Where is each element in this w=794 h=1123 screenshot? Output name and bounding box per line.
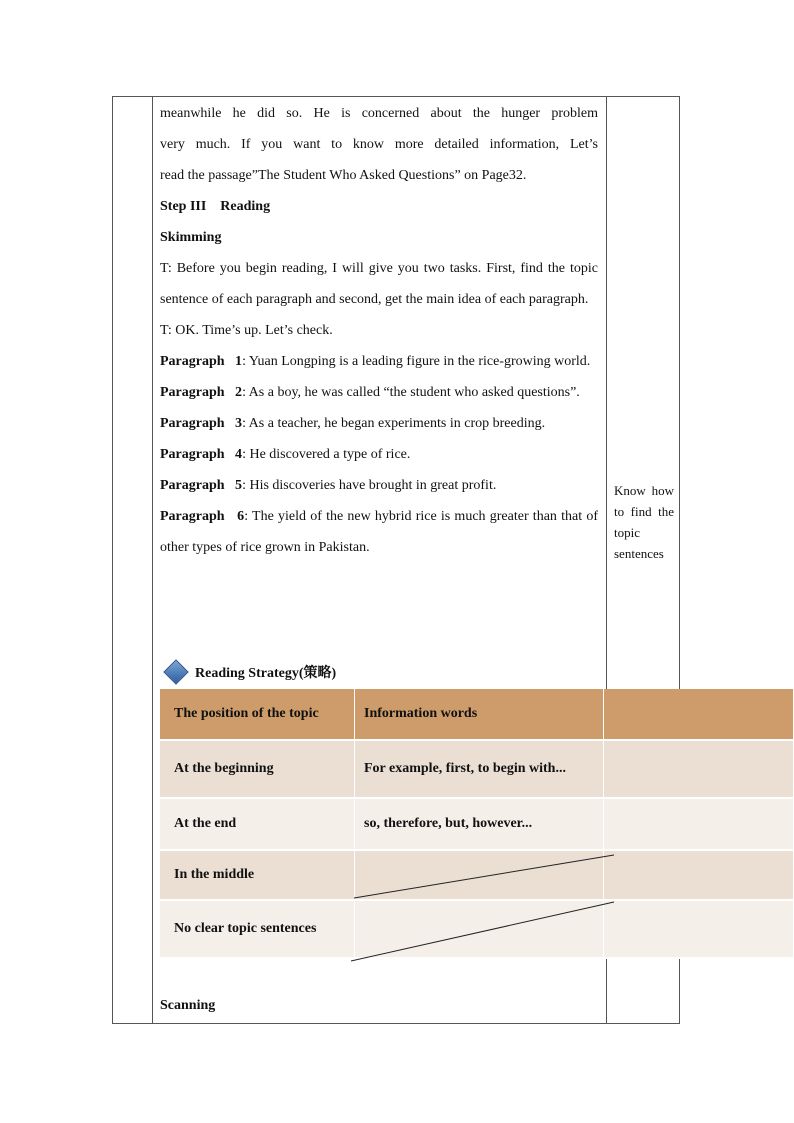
header-position: The position of the topic — [160, 689, 355, 740]
row-words: so, therefore, but, however... — [355, 798, 604, 850]
side-note: Know how to find the topic sentences — [614, 483, 674, 561]
paragraph-label: Paragraph 6 — [160, 509, 245, 524]
row-position: In the middle — [160, 850, 355, 900]
scanning-heading: Scanning — [160, 998, 216, 1013]
row-position: At the end — [160, 798, 355, 850]
paragraph-text: : His discoveries have brought in great profit. — [242, 478, 497, 493]
intro-line-1: meanwhile he did so. He is concerned about the hunger problem — [160, 106, 598, 121]
strike-line-middle-row — [354, 855, 614, 898]
step-heading: Step III Reading — [160, 199, 271, 214]
paragraph-label: Paragraph 5 — [160, 478, 243, 493]
check-text: T: OK. Time’s up. Let’s check. — [160, 323, 333, 338]
intro-line-3: read the passage”The Student Who Asked Questions” on Page32. — [160, 168, 527, 183]
row-position: No clear topic sentences — [160, 900, 355, 958]
row-words: For example, first, to begin with... — [355, 740, 604, 798]
paragraph-text: : As a teacher, he began experiments in crop breeding. — [242, 416, 546, 431]
task-text: T: Before you begin reading, I will give you two tasks. First, find the topic sentence of each paragraph and second, get the main idea of each paragraph. — [160, 261, 598, 307]
row-position: At the beginning — [160, 740, 355, 798]
paragraph-label: Paragraph 2 — [160, 385, 243, 400]
reading-strategy-label: Reading Strategy(策略) — [195, 666, 337, 681]
paragraph-label: Paragraph 4 — [160, 447, 243, 462]
intro-line-2: very much. If you want to know more detailed information, Let’s — [160, 137, 598, 152]
paragraph-label: Paragraph 1 — [160, 354, 243, 369]
paragraph-text: : He discovered a type of rice. — [242, 447, 411, 462]
paragraph-label: Paragraph 3 — [160, 416, 243, 431]
paragraph-text: : Yuan Longping is a leading figure in the rice-growing world. — [242, 354, 591, 369]
paragraph-text: : As a boy, he was called “the student who asked questions”. — [242, 385, 580, 400]
strike-line-no-topic-row — [351, 902, 614, 961]
header-information-words: Information words — [355, 689, 604, 740]
skimming-heading: Skimming — [160, 230, 222, 245]
paragraph-text: : The yield of the new hybrid rice is much greater than that of other types of rice grown in Pakistan. — [160, 509, 598, 555]
